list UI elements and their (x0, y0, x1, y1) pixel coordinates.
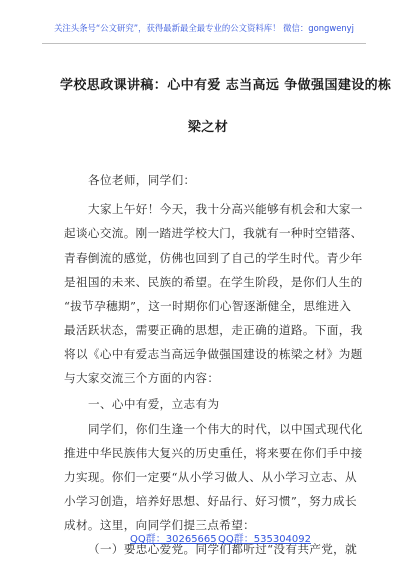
paragraph-line: 与大家交流三个方面的内容： (64, 371, 220, 385)
paragraph-line: 将以《心中有爱志当高远争做强国建设的栋梁之材》为题 (64, 347, 363, 361)
header-banner: 关注头条号“公文研究”，获得最新最全最专业的公文资料库！ 微信：gongwenyj (54, 23, 354, 33)
footer-qq-group-1[interactable]: QQ群：30265665 (130, 534, 217, 545)
paragraph-line: 同学们，你们生逢一个伟大的时代，以中国式现代化 (88, 422, 363, 436)
paragraph-line: 青春倒流的感觉，仿佛也回到了自己的学生时代。青少年 (64, 251, 363, 265)
salutation: 各位老师，同学们： (88, 173, 196, 187)
paragraph-line: 成材。这里，向同学们提三点希望： (64, 518, 256, 532)
section-heading: 一、心中有爱，立志有为 (88, 397, 220, 411)
paragraph-line: 是祖国的未来、民族的希望。在学生阶段，是你们人生的 (64, 275, 363, 289)
paragraph-line: 小学习创造，培养好思想、好品行、好习惯”，努力成长 (64, 494, 357, 508)
footer-qq-group-2[interactable]: QQ群：535304092 (218, 534, 312, 545)
paragraph-line: （一）要忠心爱党。同学们都听过“没有共产党，就 (88, 542, 358, 556)
paragraph-line: 大家上午好！今天，我十分高兴能够有机会和大家一 (88, 202, 363, 216)
paragraph-line: “拔节孕穗期”，这一时期你们心智逐渐健全，思维进入 (64, 299, 352, 313)
header-divider (42, 43, 366, 44)
paragraph-line: 起谈心交流。刚一踏进学校大门，我就有一种时空错落、 (64, 226, 363, 240)
document-title-line2: 梁之材 (187, 120, 229, 135)
paragraph-line: 最活跃状态，需要正确的思想，走正确的道路。下面，我 (64, 323, 363, 337)
document-title-line1: 学校思政课讲稿：心中有爱 志当高远 争做强国建设的栋 (60, 78, 392, 93)
paragraph-line: 推进中华民族伟大复兴的历史重任，将来要在你们手中接 (64, 446, 363, 460)
paragraph-line: 力实现。你们一定要“从小学习做人、从小学习立志、从 (64, 470, 357, 484)
